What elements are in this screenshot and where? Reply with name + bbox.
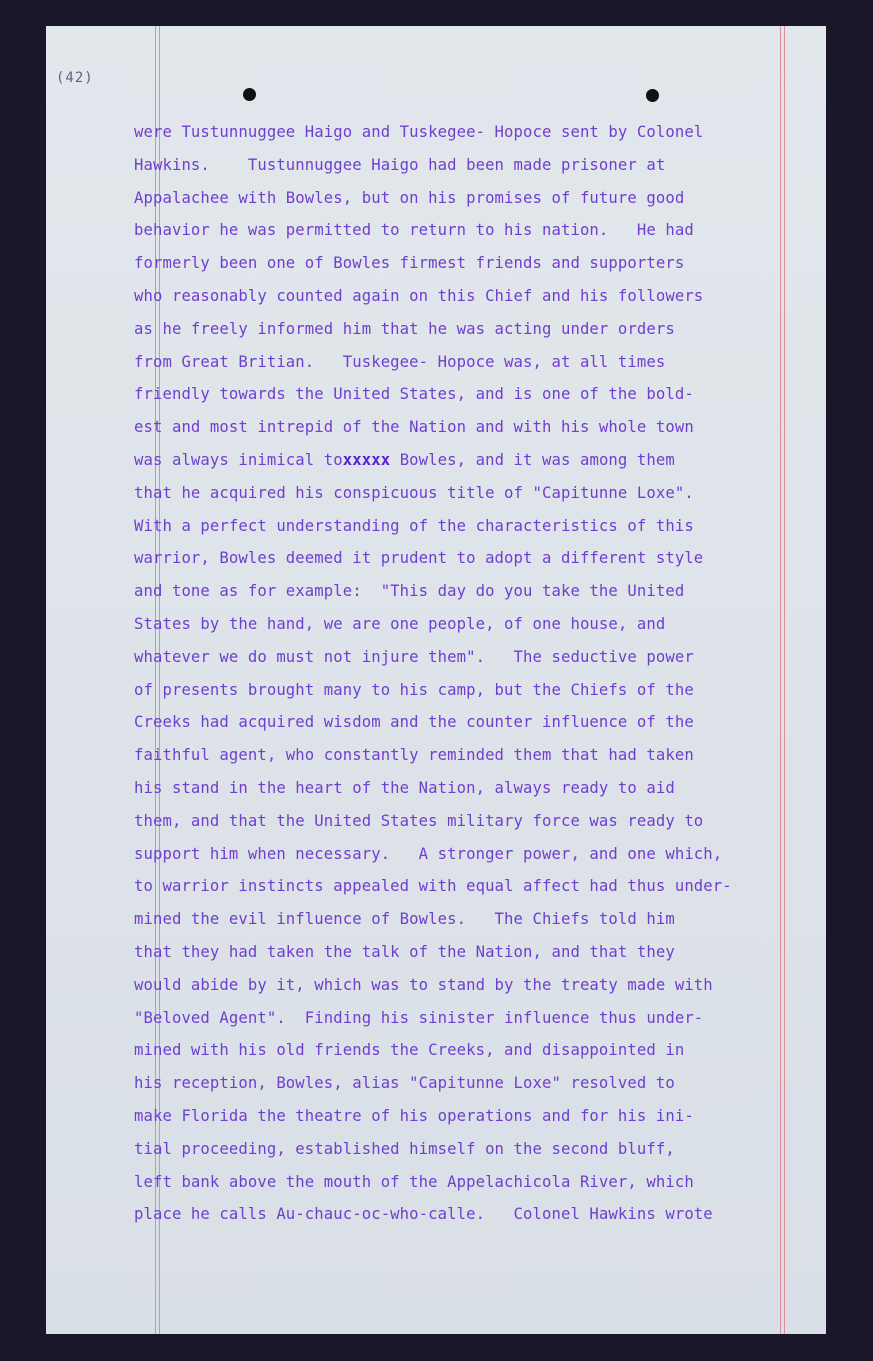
punch-hole-left: [243, 88, 256, 101]
text-line: Appalachee with Bowles, but on his promises of future good: [134, 188, 685, 207]
page-number: (42): [56, 70, 94, 86]
struck-out-text: xxxxx: [342, 450, 391, 469]
text-line: to warrior instincts appealed with equal affect had thus under-: [134, 877, 732, 896]
text-line: Creeks had acquired wisdom and the counter influence of the: [134, 713, 694, 732]
text-line: mined with his old friends the Creeks, and disappointed in: [134, 1041, 685, 1060]
text-line: formerly been one of Bowles firmest friends and supporters: [134, 254, 685, 273]
text-line: Hawkins. Tustunnuggee Haigo had been made prisoner at: [134, 155, 666, 174]
text-line: friendly towards the United States, and is one of the bold-: [134, 385, 694, 404]
text-line: faithful agent, who constantly reminded them that had taken: [134, 746, 694, 765]
typed-text-block: [134, 116, 824, 1231]
text-line: who reasonably counted again on this Chief and his followers: [134, 286, 704, 305]
text-line: would abide by it, which was to stand by the treaty made with: [134, 975, 713, 994]
text-line: them, and that the United States military force was ready to: [134, 811, 704, 830]
text-line: that they had taken the talk of the Nation, and that they: [134, 942, 675, 961]
text-line: his reception, Bowles, alias "Capitunne Loxe" resolved to: [134, 1074, 675, 1093]
text-line: States by the hand, we are one people, of one house, and: [134, 614, 666, 633]
text-line: make Florida the theatre of his operations and for his ini-: [134, 1106, 694, 1125]
text-line: mined the evil influence of Bowles. The Chiefs told him: [134, 910, 675, 929]
text-line: tial proceeding, established himself on the second bluff,: [134, 1139, 675, 1158]
text-line: support him when necessary. A stronger power, and one which,: [134, 844, 723, 863]
text-line: that he acquired his conspicuous title of "Capitunne Loxe".: [134, 483, 694, 502]
text-line: from Great Britian. Tuskegee- Hopoce was, at all times: [134, 352, 666, 371]
text-line: With a perfect understanding of the characteristics of this: [134, 516, 694, 535]
punch-hole-right: [646, 89, 659, 102]
text-line: were Tustunnuggee Haigo and Tuskegee- Hopoce sent by Colonel: [134, 123, 704, 141]
text-line-with-strikeout: [134, 444, 824, 477]
text-line: of presents brought many to his camp, but the Chiefs of the: [134, 680, 694, 699]
text-segment: was always inimical to: [134, 450, 343, 469]
text-line: warrior, Bowles deemed it prudent to adopt a different style: [134, 549, 704, 568]
text-line: "Beloved Agent". Finding his sinister influence thus under-: [134, 1008, 704, 1027]
text-line: behavior he was permitted to return to his nation. He had: [134, 221, 694, 240]
text-line: whatever we do must not injure them". The seductive power: [134, 647, 694, 666]
text-line: and tone as for example: "This day do you take the United: [134, 582, 685, 601]
text-line: left bank above the mouth of the Appelachicola River, which: [134, 1172, 694, 1191]
text-line: est and most intrepid of the Nation and with his whole town: [134, 418, 694, 437]
text-segment: Bowles, and it was among them: [390, 450, 675, 469]
text-line: place he calls Au-chauc-oc-who-calle. Colonel Hawkins wrote: [134, 1205, 713, 1224]
text-line: his stand in the heart of the Nation, always ready to aid: [134, 778, 675, 797]
text-line: as he freely informed him that he was acting under orders: [134, 319, 675, 338]
